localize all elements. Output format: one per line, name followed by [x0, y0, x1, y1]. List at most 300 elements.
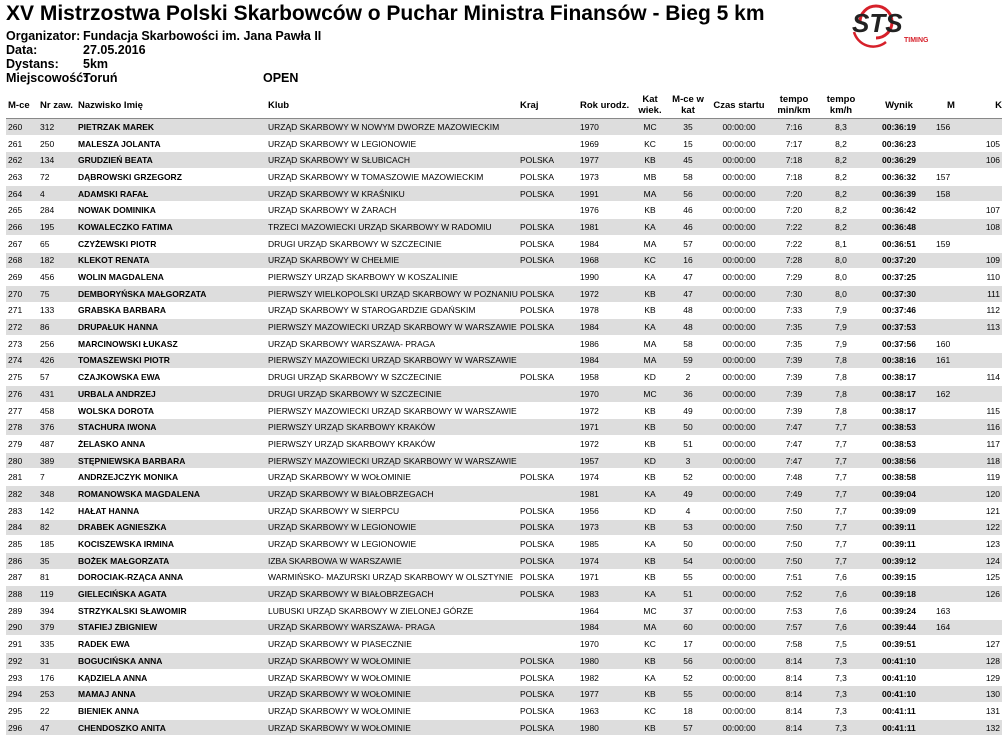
cell-country: POLSKA — [518, 152, 578, 169]
col-header-category-place-line1: M-ce w — [672, 94, 704, 105]
cell-speed: 7,7 — [835, 472, 847, 483]
cell-name: STAFIEJ ZBIGNIEW — [76, 619, 266, 636]
cell-birth-year: 1978 — [580, 305, 599, 316]
table-row — [6, 602, 1002, 619]
cell-pace: 7:39 — [785, 405, 803, 416]
cell-result: 00:38:16 — [862, 352, 934, 369]
cell-country: POLSKA — [518, 586, 578, 603]
cell-speed: 7,7 — [818, 419, 862, 436]
cell-birth-year: 1968 — [578, 252, 632, 269]
col-header-name: Nazwisko Imię — [78, 99, 143, 111]
table-row — [6, 269, 1002, 286]
table-row — [6, 152, 1002, 169]
cell-age-category: KB — [632, 285, 666, 302]
cell-place: 292 — [6, 653, 38, 670]
cell-place: 274 — [6, 352, 38, 369]
cell-speed: 7,7 — [835, 539, 847, 550]
cell-club: URZĄD SKARBOWY W SŁUBICACH — [266, 152, 518, 169]
cell-female-place: 107 — [985, 205, 1000, 216]
cell-country: POLSKA — [518, 519, 578, 536]
cell-category-place: 48 — [666, 319, 708, 336]
cell-female-place — [966, 386, 1002, 403]
table-row — [6, 719, 1002, 735]
cell-male-place — [934, 419, 966, 436]
cell-name: DEMBORYŃSKA MAŁGORZATA — [76, 285, 266, 302]
cell-club: PIERWSZY URZĄD SKARBOWY KRAKÓW — [268, 438, 436, 449]
cell-place: 279 — [8, 438, 23, 449]
cell-age-category: KB — [632, 152, 666, 169]
cell-female-place: 114 — [986, 372, 1000, 383]
cell-female-place: 105 — [985, 138, 1000, 149]
cell-result: 00:38:17 — [881, 372, 917, 383]
cell-number: 348 — [38, 486, 76, 503]
cell-start-time: 00:00:00 — [722, 438, 756, 449]
cell-country — [518, 269, 578, 286]
cell-club: URZĄD SKARBOWY W KRAŚNIKU — [266, 185, 518, 202]
cell-country — [518, 135, 578, 152]
cell-start-time: 00:00:00 — [708, 519, 768, 536]
cell-speed: 7,7 — [818, 452, 862, 469]
cell-place: 269 — [8, 272, 23, 283]
cell-start-time: 00:00:00 — [722, 672, 756, 683]
cell-number: 250 — [40, 138, 55, 149]
cell-start-time: 00:00:00 — [708, 219, 768, 236]
cell-age-category: KD — [644, 505, 656, 516]
cell-start-time: 00:00:00 — [708, 352, 768, 369]
cell-female-place: 131 — [985, 705, 1000, 716]
table-row — [6, 302, 1002, 319]
cell-country — [518, 636, 578, 653]
cell-country: POLSKA — [518, 719, 578, 735]
cell-name: TOMASZEWSKI PIOTR — [76, 352, 266, 369]
cell-pace: 7:28 — [768, 252, 818, 269]
cell-country — [518, 419, 578, 436]
cell-number: 81 — [40, 572, 50, 583]
cell-birth-year: 1981 — [578, 486, 632, 503]
cell-country: POLSKA — [520, 572, 555, 583]
cell-name: KLEKOT RENATA — [76, 252, 266, 269]
cell-place: 270 — [6, 285, 38, 302]
cell-speed: 7,3 — [818, 686, 862, 703]
cell-country: POLSKA — [518, 219, 578, 236]
table-row — [6, 519, 1002, 536]
cell-female-place: 130 — [966, 686, 1002, 703]
cell-female-place: 106 — [966, 152, 1002, 169]
cell-birth-year: 1983 — [578, 586, 632, 603]
cell-birth-year: 1984 — [578, 319, 632, 336]
cell-start-time: 00:00:00 — [722, 605, 756, 616]
cell-result: 00:37:46 — [881, 305, 917, 316]
cell-place: 284 — [6, 519, 38, 536]
cell-speed: 7,9 — [835, 338, 847, 349]
cell-age-category: KC — [644, 705, 656, 716]
cell-speed: 7,5 — [835, 639, 847, 650]
col-header-speed-line2: km/h — [829, 105, 853, 116]
cell-male-place: 163 — [936, 605, 951, 616]
cell-male-place — [934, 569, 966, 586]
cell-result: 00:39:12 — [862, 552, 934, 569]
cell-number: 22 — [40, 705, 50, 716]
cell-age-category: KB — [644, 205, 656, 216]
col-header-age-category-line1: Kat — [642, 94, 658, 105]
cell-start-time: 00:00:00 — [722, 171, 756, 182]
cell-name: DRUPAŁUK HANNA — [76, 319, 266, 336]
cell-start-time: 00:00:00 — [708, 686, 768, 703]
cell-start-time: 00:00:00 — [708, 386, 768, 403]
cell-male-place — [934, 719, 966, 735]
table-row — [6, 569, 1002, 586]
cell-result: 00:38:58 — [881, 472, 917, 483]
cell-age-category: KA — [632, 219, 666, 236]
table-row — [6, 619, 1002, 636]
cell-speed: 7,8 — [835, 405, 847, 416]
cell-speed: 7,6 — [818, 619, 862, 636]
cell-start-time: 00:00:00 — [722, 405, 756, 416]
cell-club: URZĄD SKARBOWY W BIAŁOBRZEGACH — [266, 486, 518, 503]
cell-speed: 8,2 — [835, 205, 847, 216]
cell-place: 295 — [8, 705, 23, 716]
cell-birth-year: 1976 — [580, 205, 599, 216]
cell-male-place — [934, 552, 966, 569]
cell-club: URZĄD SKARBOWY W WOŁOMINIE — [266, 719, 518, 735]
cell-male-place — [934, 152, 966, 169]
cell-place: 287 — [8, 572, 23, 583]
cell-place: 294 — [6, 686, 38, 703]
cell-result: 00:41:11 — [882, 705, 916, 716]
cell-name: GIELECIŃSKA AGATA — [76, 586, 266, 603]
table-row — [6, 219, 1002, 236]
cell-place: 285 — [8, 539, 23, 550]
cell-name: MAMAJ ANNA — [76, 686, 266, 703]
cell-speed: 8,2 — [835, 171, 847, 182]
cell-country: POLSKA — [520, 238, 555, 249]
cell-start-time: 00:00:00 — [708, 486, 768, 503]
cell-club: URZĄD SKARBOWY W LEGIONOWIE — [268, 138, 417, 149]
cell-number: 75 — [38, 285, 76, 302]
cell-age-category: KB — [632, 519, 666, 536]
cell-club: PIERWSZY MAZOWIECKI URZĄD SKARBOWY W WARSZAWIE — [266, 352, 518, 369]
cell-number: 31 — [38, 653, 76, 670]
cell-birth-year: 1971 — [578, 419, 632, 436]
cell-category-place: 53 — [666, 519, 708, 536]
cell-age-category: MA — [632, 619, 666, 636]
cell-female-place: 129 — [985, 672, 1000, 683]
cell-number: 35 — [38, 552, 76, 569]
cell-pace: 7:39 — [768, 352, 818, 369]
cell-club: URZĄD SKARBOWY W ŻARACH — [268, 205, 397, 216]
col-header-category-place-line2: kat — [681, 105, 695, 116]
cell-start-time: 00:00:00 — [722, 305, 756, 316]
cell-number: 487 — [40, 438, 55, 449]
cell-pace: 7:39 — [785, 372, 803, 383]
cell-age-category: KB — [632, 419, 666, 436]
cell-name: NOWAK DOMINIKA — [78, 205, 156, 216]
col-header-number: Nr zaw. — [40, 99, 73, 111]
cell-birth-year: 1972 — [580, 438, 599, 449]
cell-start-time: 00:00:00 — [722, 338, 756, 349]
cell-place: 276 — [6, 386, 38, 403]
table-row — [6, 386, 1002, 403]
cell-pace: 7:50 — [768, 552, 818, 569]
cell-pace: 7:47 — [785, 438, 803, 449]
cell-place: 288 — [6, 586, 38, 603]
cell-number: 142 — [40, 505, 55, 516]
cell-category-place: 46 — [666, 219, 708, 236]
cell-result: 00:39:04 — [862, 486, 934, 503]
cell-name: HAŁAT HANNA — [78, 505, 140, 516]
date-label: Data: — [6, 43, 38, 57]
cell-result: 00:39:18 — [862, 586, 934, 603]
cell-club: URZĄD SKARBOWY W WOŁOMINIE — [268, 472, 411, 483]
cell-age-category: MB — [643, 171, 657, 182]
organizer-line — [6, 29, 321, 43]
cell-category-place: 52 — [683, 672, 693, 683]
cell-female-place — [966, 119, 1002, 136]
cell-speed: 7,6 — [835, 572, 847, 583]
cell-speed: 8,0 — [835, 272, 847, 283]
cell-female-place: 122 — [966, 519, 1002, 536]
cell-female-place: 132 — [966, 719, 1002, 735]
cell-club: URZĄD SKARBOWY WARSZAWA- PRAGA — [266, 619, 518, 636]
cell-number: 426 — [38, 352, 76, 369]
cell-start-time: 00:00:00 — [722, 372, 756, 383]
cell-club: URZĄD SKARBOWY W WOŁOMINIE — [266, 653, 518, 670]
cell-name: CHENDOSZKO ANITA — [76, 719, 266, 735]
cell-name: DOROCIAK-RZĄCA ANNA — [78, 572, 184, 583]
cell-pace: 7:35 — [768, 319, 818, 336]
cell-place: 290 — [6, 619, 38, 636]
cell-age-category: KC — [632, 252, 666, 269]
cell-age-category: MA — [643, 338, 657, 349]
cell-pace: 7:50 — [785, 539, 803, 550]
cell-male-place — [934, 669, 966, 686]
cell-number: 253 — [38, 686, 76, 703]
cell-place: 278 — [6, 419, 38, 436]
cell-club: URZĄD SKARBOWY W SIERPCU — [268, 505, 400, 516]
table-row — [6, 235, 1002, 252]
cell-result: 00:39:11 — [862, 519, 934, 536]
cell-start-time: 00:00:00 — [722, 639, 756, 650]
cell-male-place — [934, 586, 966, 603]
cell-pace: 7:20 — [785, 205, 803, 216]
cell-start-time: 00:00:00 — [708, 619, 768, 636]
cell-speed: 7,9 — [818, 319, 862, 336]
table-row — [6, 419, 1002, 436]
cell-pace: 7:20 — [768, 185, 818, 202]
cell-number: 133 — [40, 305, 55, 316]
cell-place: 264 — [6, 185, 38, 202]
cell-age-category: KD — [644, 372, 656, 383]
cell-birth-year: 1984 — [578, 619, 632, 636]
cell-start-time: 00:00:00 — [708, 185, 768, 202]
cell-male-place: 164 — [934, 619, 966, 636]
date-line — [6, 43, 146, 57]
cell-number: 376 — [38, 419, 76, 436]
table-row — [6, 119, 1002, 136]
cell-category-place: 54 — [666, 552, 708, 569]
col-header-female-place: K — [995, 99, 1002, 111]
table-row — [6, 586, 1002, 603]
cell-start-time: 00:00:00 — [722, 205, 756, 216]
cell-pace: 7:17 — [785, 138, 803, 149]
cell-number: 256 — [40, 338, 55, 349]
organizer-label: Organizator: — [6, 29, 81, 43]
cell-country: POLSKA — [520, 372, 555, 383]
cell-speed: 8,0 — [818, 285, 862, 302]
cell-number: 176 — [40, 672, 55, 683]
cell-result: 00:39:11 — [882, 539, 916, 550]
cell-pace: 7:50 — [785, 505, 803, 516]
cell-name: GRABSKA BARBARA — [78, 305, 166, 316]
cell-category-place: 51 — [666, 586, 708, 603]
cell-start-time: 00:00:00 — [722, 505, 756, 516]
cell-age-category: KB — [632, 686, 666, 703]
cell-speed: 8,2 — [818, 185, 862, 202]
cell-age-category: KA — [644, 672, 656, 683]
cell-speed: 7,6 — [818, 586, 862, 603]
cell-place: 273 — [8, 338, 23, 349]
cell-place: 280 — [6, 452, 38, 469]
cell-country: POLSKA — [518, 653, 578, 670]
cell-country: POLSKA — [520, 305, 555, 316]
cell-male-place: 160 — [936, 338, 951, 349]
cell-start-time: 00:00:00 — [708, 419, 768, 436]
cell-result: 00:36:51 — [881, 238, 917, 249]
cell-female-place: 109 — [966, 252, 1002, 269]
cell-start-time: 00:00:00 — [708, 653, 768, 670]
cell-birth-year: 1974 — [580, 472, 599, 483]
cell-country: POLSKA — [520, 539, 555, 550]
cell-age-category: KB — [644, 438, 656, 449]
cell-place: 275 — [8, 372, 23, 383]
cell-pace: 7:53 — [785, 605, 803, 616]
cell-male-place — [934, 653, 966, 670]
cell-category-place: 52 — [683, 472, 693, 483]
cell-birth-year: 1970 — [578, 386, 632, 403]
cell-country — [518, 402, 578, 419]
cell-place: 263 — [8, 171, 23, 182]
cell-name: BIENIEK ANNA — [78, 705, 140, 716]
cell-result: 00:41:10 — [881, 672, 917, 683]
cell-place: 296 — [6, 719, 38, 735]
cell-category-place: 49 — [683, 405, 693, 416]
cell-country: POLSKA — [518, 252, 578, 269]
cell-club: URZĄD SKARBOWY W LEGIONOWIE — [266, 519, 518, 536]
cell-name: KOWALECZKO FATIMA — [76, 219, 266, 236]
table-row — [6, 536, 1002, 553]
cell-result: 00:36:42 — [881, 205, 917, 216]
cell-club: DRUGI URZĄD SKARBOWY W SZCZECINIE — [268, 238, 442, 249]
cell-birth-year: 1970 — [578, 119, 632, 136]
cell-pace: 7:51 — [785, 572, 803, 583]
cell-male-place — [934, 636, 966, 653]
cell-club: URZĄD SKARBOWY W WOŁOMINIE — [266, 686, 518, 703]
cell-pace: 7:22 — [768, 219, 818, 236]
cell-male-place: 156 — [934, 119, 966, 136]
cell-place: 261 — [8, 138, 23, 149]
cell-number: 379 — [38, 619, 76, 636]
cell-category-place: 17 — [683, 639, 693, 650]
cell-age-category: MC — [632, 119, 666, 136]
cell-place: 260 — [6, 119, 38, 136]
cell-name: STRZYKALSKI SŁAWOMIR — [78, 605, 187, 616]
cell-female-place: 124 — [966, 552, 1002, 569]
cell-result: 00:41:10 — [862, 653, 934, 670]
cell-age-category: KA — [644, 272, 656, 283]
cell-speed: 7,9 — [835, 305, 847, 316]
cell-name: ADAMSKI RAFAŁ — [76, 185, 266, 202]
cell-pace: 7:29 — [785, 272, 803, 283]
table-row — [6, 636, 1002, 653]
logo-text: STS — [852, 8, 903, 38]
cell-female-place: 119 — [986, 472, 1000, 483]
cell-country: POLSKA — [520, 705, 555, 716]
cell-male-place — [934, 452, 966, 469]
cell-club: URZĄD SKARBOWY W WOŁOMINIE — [268, 705, 411, 716]
cell-category-place: 2 — [685, 372, 691, 383]
cell-result: 00:38:53 — [881, 438, 917, 449]
cell-pace: 7:47 — [768, 452, 818, 469]
cell-country: POLSKA — [518, 319, 578, 336]
cell-female-place: 118 — [966, 452, 1002, 469]
cell-male-place: 157 — [936, 171, 951, 182]
cell-category-place: 47 — [666, 285, 708, 302]
cell-club: DRUGI URZĄD SKARBOWY W SZCZECINIE — [266, 386, 518, 403]
cell-male-place — [934, 302, 966, 319]
logo-subtext: TIMING — [904, 37, 929, 44]
category-label: OPEN — [263, 71, 299, 85]
cell-speed: 8,2 — [818, 152, 862, 169]
cell-number: 4 — [38, 185, 76, 202]
cell-country: POLSKA — [520, 171, 555, 182]
cell-pace: 7:33 — [785, 305, 803, 316]
cell-female-place: 125 — [985, 572, 1000, 583]
cell-pace: 7:39 — [768, 386, 818, 403]
cell-start-time: 00:00:00 — [722, 472, 756, 483]
cell-result: 00:36:19 — [862, 119, 934, 136]
cell-country — [518, 352, 578, 369]
cell-age-category: MC — [643, 605, 657, 616]
cell-club: URZĄD SKARBOWY W BIAŁOBRZEGACH — [266, 586, 518, 603]
cell-start-time: 00:00:00 — [722, 238, 756, 249]
cell-pace: 8:14 — [785, 705, 803, 716]
cell-name: RADEK EWA — [78, 639, 130, 650]
cell-pace: 7:50 — [768, 519, 818, 536]
cell-age-category: KC — [644, 639, 656, 650]
cell-pace: 8:14 — [768, 686, 818, 703]
cell-speed: 7,7 — [818, 486, 862, 503]
cell-name: MALESZA JOLANTA — [78, 138, 161, 149]
cell-club: URZĄD SKARBOWY W STAROGARDZIE GDAŃSKIM — [268, 305, 476, 316]
cell-number: 182 — [38, 252, 76, 269]
cell-result: 00:41:10 — [862, 686, 934, 703]
cell-number: 195 — [38, 219, 76, 236]
cell-country: POLSKA — [518, 552, 578, 569]
cell-birth-year: 1974 — [578, 552, 632, 569]
cell-speed: 8,3 — [818, 119, 862, 136]
cell-pace: 7:57 — [768, 619, 818, 636]
cell-club: URZĄD SKARBOWY WARSZAWA- PRAGA — [268, 338, 436, 349]
cell-club: URZĄD SKARBOWY W NOWYM DWORZE MAZOWIECKIM — [266, 119, 518, 136]
table-row — [6, 202, 1002, 219]
cell-start-time: 00:00:00 — [708, 152, 768, 169]
cell-birth-year: 1972 — [580, 405, 599, 416]
col-header-pace-line2: min/km — [777, 105, 811, 116]
cell-category-place: 16 — [666, 252, 708, 269]
cell-category-place: 60 — [666, 619, 708, 636]
cell-speed: 7,3 — [818, 719, 862, 735]
cell-result: 00:36:32 — [881, 171, 917, 182]
